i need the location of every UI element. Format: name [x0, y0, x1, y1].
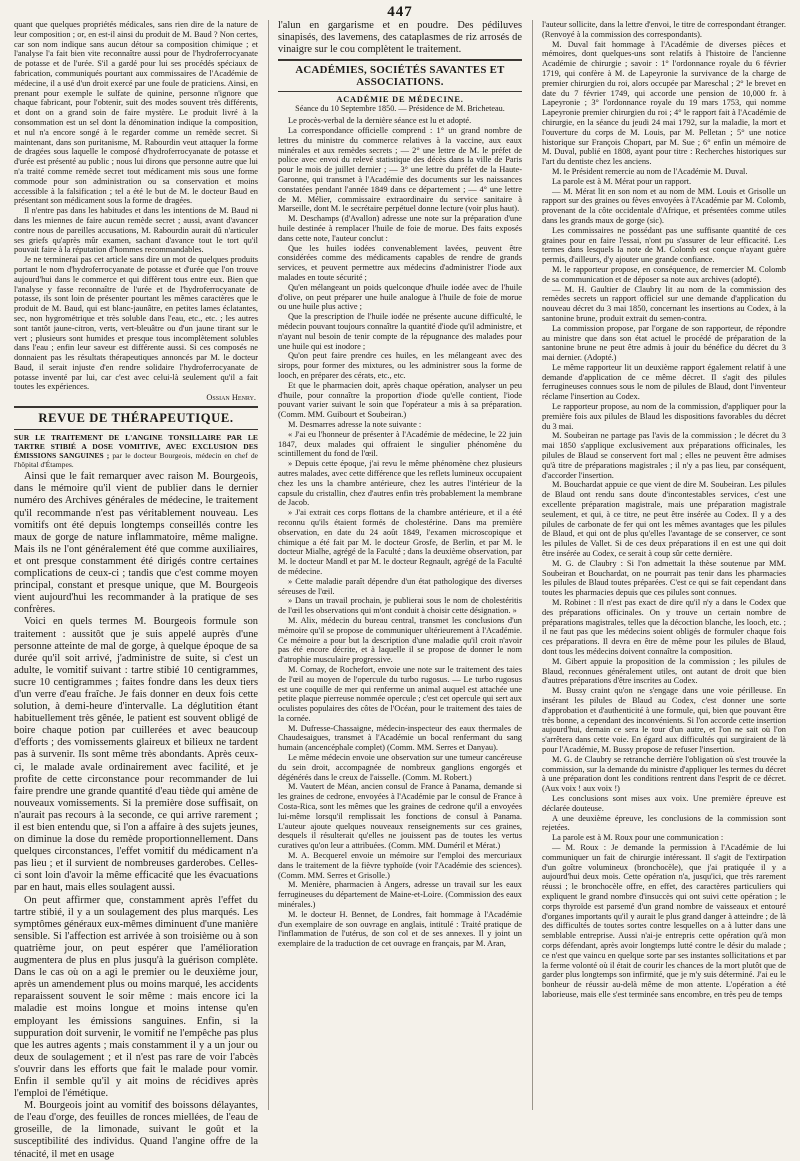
paragraph: l'auteur sollicite, dans la lettre d'envoi, le titre de correspondant étranger. (Renvoyé à la commission des correspondants). — [542, 20, 786, 39]
paragraph: Que les huiles iodées convenablement lavées, peuvent être considérées comme des médicaments capables de rendre de grands services, et peuvent permettre aux médecins d'administrer l'iode aux malades en toute sécurité ; — [278, 243, 522, 283]
paragraph: » Depuis cette époque, j'ai revu le même phénomène chez plusieurs autres malades, avec cette différence que les reflets lumineux occupaient chez les uns la chambre antérieure, chez les autres l'intérieur de la capsule du cristallin, chez d'autres enfin très probablement la membrane de Jacob. — [278, 459, 522, 508]
paragraph: — M. H. Gaultier de Claubry lit au nom de la commission des remèdes secrets un rapport officiel sur une demande d'application du nouveau décret du 3 mai 1850, concernant les insertions au Codex, à la santonine brune, produit extrait du semen-contra. — [542, 284, 786, 323]
paragraph: M. Bouchardat appuie ce que vient de dire M. Soubeiran. Les pilules de Blaud ont rendu sans doute d'incontestables services, c'est une excellente préparation magistrale, mais une préparation magistrale seulement, et qui, à ce titre, ne peut être insérée au Codex. Il y a des pilules de carbonate de fer qui ont les mêmes avantages que les pilules de Blaud, et qui ont de plus qu'elles l'avantage de se conserver, ce sont les pilules de Vallet. Si de ces deux préparations il en est une qui doit être insérée au Codex, ce serait à coup sûr cette dernière. — [542, 480, 786, 559]
paragraph: l'alun en gargarisme et en poudre. Des pédiluves sinapisés, des lavemens, des cataplasmes de riz arrosés de vinaigre sur le cou complètent le traitement. — [278, 20, 522, 56]
article-continuation — [14, 20, 258, 403]
paragraph: Il n'entre pas dans les habitudes et dans les intentions de M. Baud ni dans les miennes de faire aucun remède secret ; aussi, avant d'avancer contre nous de pareilles accusations, M. Rabourdin aurait dû n'articuler ses griefs qu'après mûr examen, sachant d'avance tout le tort qu'il pouvait faire à la réputation d'hommes recommandables. — [14, 206, 258, 255]
paragraph: M. Bussy craint qu'on ne s'engage dans une voie périlleuse. En insérant les pilules de Blaud au Codex, c'est donner une sorte d'approbation et d'authenticité à une formule, qui, bien que pouvant être très bonne, a cependant des inconvénients. Si l'on accorde cette insertion aujourd'hui, demain ce sera le tour d'un autre, et l'on ne sait où l'on s'arrêtera dans cette voie. En égard aux difficultés qui surgiraient de là pour l'Académie, M. Bussy propose de refuser l'insertion. — [542, 686, 786, 754]
academy-name: ACADÉMIE DE MÉDECINE. — [336, 95, 464, 105]
page-number: 447 — [387, 4, 413, 20]
title-underline — [14, 429, 258, 430]
paragraph: A une deuxième épreuve, les conclusions de la commission sont rejetées. — [542, 813, 786, 833]
paragraph: — M. Roux : Je demande la permission à l'Académie de lui communiquer un fait de chirurgie intéressant. Il s'agit de l'extirpation d'un goître volumineux (bronchocèle), que j'ai pratiquée il y a aujourd'hui deux mois. Cette opération n'a, jusqu'ici, que très rarement réussi ; le bronchocèle offre, en effet, des caractères particuliers qui expliquent le grand nombre d'insuccès qui ont suivi cette opération ; le corps thyroïde est parsemé d'un grand nombre de vaisseaux et entouré d'organes importants qu'il y aurait le plus grand danger à atteindre ; de là des difficultés de toutes sortes contre lesquelles on a à lutter dans une semblable entreprise. Aussi n'ai-je entrepris cette opération qu'à mon corps défendant, après avoir longtemps lutté contre le désir du malade ; ce n'est que vaincu en quelque sorte par ses instantes sollicitations et par la ferme volonté où il était de courir les chances de la mort plutôt que de garder plus longtemps son infirmité, que je m'y suis déterminé. J'ai eu le bonheur de réussir au-delà même de mon attente. L'opération a été laborieuse, mais elle s'est terminée sans encombre, en très peu de temps — [542, 842, 786, 999]
revue-subtitle-bold: SUR LE TRAITEMENT DE L'ANGINE TONSILLAIRE PAR LE TARTRE STIBIÉ A DOSE VOMITIVE, AVEC EXCLUSION DES ÉMISSIONS SANGUINES ; — [14, 433, 258, 461]
paragraph: Le rapporteur propose, au nom de la commission, d'appliquer pour la première fois aux pilules de Blaud les dispositions favorables du décret du 3 mai. — [542, 402, 786, 431]
paragraph: Que la prescription de l'huile iodée ne présente aucune difficulté, le médecin pouvant toujours connaître la quantité d'iode qu'il administre, et n'ayant nul besoin de tenir compte de la répugnance des malades pour une huile qui est inodore ; — [278, 312, 522, 351]
section-divider — [14, 406, 258, 408]
revue-body — [14, 471, 258, 1160]
session-line: Séance du 10 Septembre 1850. — Présidence de M. Bricheteau. — [295, 104, 505, 114]
paragraph: M. Desmarres adresse la note suivante : — [288, 419, 422, 429]
paragraph: Les conclusions sont mises aux voix. Une première épreuve est déclarée douteuse. — [542, 793, 786, 813]
paragraph: Ainsi que le fait remarquer avec raison M. Bourgeois, dans le mémoire qu'il vient de publier dans le dernier numéro des Archives générales de médecine, le traitement qu'il recommande n'est pas véritablement nouveau. Les vomitifs ont été depuis longtemps conseillés contre les maux de gorge de nature inflammatoire, même maligne. Mais ils ne l'ont généralement été que comme auxiliaires, et ont presque constamment été dirigés contre certaines complications de ceux-ci ; tandis que c'est comme moyen principal, constant et presque unique, que M. Bourgeois vient aujourd'hui les recommander à la pratique de ses confrères. — [14, 471, 258, 616]
academy-report — [278, 116, 522, 949]
paragraph: M. G. de Claubry se retranche derrière l'obligation où s'est trouvée la commission, sur la demande du ministre d'appliquer les termes du décret à une préparation dont les conditions rentrent dans l'esprit de ce décret. (Aux voix ! aux voix !) — [542, 754, 786, 794]
paragraph: quant que quelques propriétés médicales, sans rien dire de la nature de leur composition ; or, en est-il ainsi du produit de M. Baud ? Non certes, car son nom indique sans aucun détour sa composition chimique ; et l'analyse l'a fait bien vite reconnaître aussi pour de l'hydroferrocyanate de potasse et de l'urée. S'il a gardé pour lui ses procédés spéciaux de fabrication, communiqués pourtant aux commissaires de l'Académie de médecine, il a usé d'un droit exercé par une foule de praticiens. Ainsi, en prenant pour exemple le sulfate de quinine, personne n'ignore que chaque fabricant, pour l'obtenir, suit des modes souvent très différents, et dont on a grand soin de faire mystère. Le produit livré à la consommation est un sel dont la dénomination indique la composition, et nul n'a encore songé à le regarder comme un remède secret. Si maintenant, dans son puritanisme, M. Rabourdin veut attaquer la forme de dragées sous laquelle le composé d'hydroferrocyanate de potasse et d'urée est présenté au public ; nous lui dirons que personne autre que lui n'a traité comme remède secret tout médicament mis sous une forme commode pour son administration ou sa conservation et moins accessible à la falsification ; tel a été le but de M. le docteur Baud en présentant son médicament sous la forme de dragées. — [14, 20, 258, 206]
article-signature: Ossian Henry. — [206, 393, 256, 403]
title-underline — [278, 91, 522, 92]
paragraph: Qu'en mélangeant un poids quelconque d'huile iodée avec de l'huile d'olive, on peut préparer une huile analogue à l'huile de foie de morue ou une huile plus active ; — [278, 282, 522, 312]
paragraph: M. Gibert appuie la proposition de la commission ; les pilules de Blaud, reconnues généralement utiles, ont autant de droit que bien d'autres préparations d'être inscrites au Codex. — [542, 656, 786, 686]
revue-continuation — [278, 20, 522, 56]
paragraph: M. A. Becquerel envoie un mémoire sur l'emploi des mercuriaux dans le traitement de la fièvre typhoïde (voir l'Académie des sciences). (Comm. MM. Serres et Grisolle.) — [278, 851, 522, 880]
paragraph: Le procès-verbal de la dernière séance est lu et adopté. — [288, 116, 472, 126]
paragraph: La parole est à M. Mérat pour un rapport. — [552, 176, 692, 186]
paragraph: M. le Président remercie au nom de l'Académie M. Duval. — [552, 166, 748, 176]
paragraph: La commission propose, par l'organe de son rapporteur, de répondre au ministre que dans son état actuel le procédé de préparation de la santonine brune ne peut être admis à jouir du bénéfice du décret du 3 mai dernier. (Adopté.) — [542, 323, 786, 363]
paragraph: On peut affirmer que, constamment après l'effet du tartre stibié, il y a un soulagement des plus marqués. Les symptômes généraux eux-mêmes diminuent d'une manière sensible. Si l'affection est arrivée à son troisième ou à son quatrième jour, on peut espérer que l'amélioration augmentera de plus en plus jusqu'à la guérison complète. Dans le cas où on a agi le premier ou le deuxième jour, après un amendement plus ou moins marqué, les accidents reparaissent souvent le soir même : mais encore ici la maladie est moins longue et moins intense qu'en employant les émissions sanguines. Enfin, si la suppuration doit survenir, le vomitif ne l'empêche pas plus que les autres agents ; mais constamment il y a un jour ou deux de soulagement ; et il n'est pas rare de voir l'abcès s'ouvrir dans les efforts que fait le malade pour vomir. Enfin il semble qu'il y ait moins de récidives après l'emploi de l'émétique. — [14, 894, 258, 1100]
paragraph: — M. Mérat lit en son nom et au nom de MM. Louis et Grisolle un rapport sur des graines ou fèves envoyées à l'Académie par M. Colomb, provenant de la côte occidentale d'Afrique, et présentées comme utiles dans les grands maux de gorge (sic). — [542, 186, 786, 225]
paragraph: M. Vautert de Méan, ancien consul de France à Panama, demande si les graines de cedrone, envoyées à l'Académie par le consul de France à Costa-Rica, sont les mêmes que les graines de cedrone qu'il a envoyées lui-même lorsqu'il remplissait les fonctions de consul à Panama. L'auteur ajoute quelques nouveaux renseignements sur ces graines, desquels il résulterait qu'elles ne jouissent pas de toutes les vertus curatives qu'on leur a attribuées. (Comm. MM. Duméril et Mérat.) — [278, 782, 522, 851]
academy-report-continued — [542, 20, 786, 1000]
column-right — [532, 20, 786, 1110]
column-middle — [268, 20, 522, 1110]
paragraph: Le même médecin envoie une observation sur une tumeur cancéreuse du sein droit, accompagnée de nombreux ganglions engorgés et dégénérés dans le creux de l'aisselle. (Comm. M. Robert.) — [278, 753, 522, 782]
paragraph: » J'ai extrait ces corps flottans de la chambre antérieure, et il a été reconnu qu'ils étaient formés de cholestérine. Dans ma première observation, en date du 24 août 1849, l'examen microscopique et chimique a été fait par M. le docteur Grosfe, de Berlin, et par M. le docteur Mialhe, agrégé de la Faculté ; dans la deuxième observation, par M. le docteur Mandl et par M. le docteur Regnault, agrégé de la Faculté de médecine. — [278, 508, 522, 576]
paragraph: Voici en quels termes M. Bourgeois formule son traitement : aussitôt que je suis appelé auprès d'une personne atteinte de mal de gorge, à quelque époque de sa durée qu'il soit arrivé, j'administre de suite, si c'est un adulte, le vomitif suivant : tartre stibié 10 centigrammes, sucre 10 centigrammes ; faites fondre dans les deux tiers d'un verre d'eau fraîche. Je fais donner en deux fois cette solution, à demi-heure d'intervalle. La déglutition étant habituellement très gênée, le patient est souvent obligé de boire chaque potion par cuillerées et avec beaucoup d'efforts ; des vomissements glaireux et bilieux ne tardent pas à survenir. Ils sont même très abondants. Après ceux-ci, le malade avale ordinairement avec facilité, et je profite de cette circonstance pour recommander de lui faire prendre une grande quantité d'eau tiède qui amène de nouveaux vomissements. Si la première dose suffisait, on n'aurait pas recours à la seconde, ce qui arrive rarement ; il est bien entendu que, si l'on a affaire à des sujets jeunes, on diminue la dose du remède proportionnellement. Dans quelques circonstances, l'effet vomitif du médicament n'a pas lieu ; et il survient de nombreuses garderobes. Celles-ci sont loin d'avoir la même efficacité que les évacuations par en haut, mais elles soulagent aussi. — [14, 616, 258, 894]
revue-subtitle-rest: par le docteur Bourgeois, médecin en chef de l'hôpital d'Étampes. — [14, 451, 258, 470]
paragraph: La correspondance officielle comprend : 1° un grand nombre de lettres du ministre du commerce relatives à la vaccine, aux eaux minérales et aux remèdes secrets ; — 2° une lettre de M. le préfet de police avec envoi du relevé statistique des décès dans la ville de Paris pour le mois de juillet dernier ; — 3° une lettre du préfet de la Haute-Garonne, qui transmet à l'Académie des documents sur les naissances constatées pendant l'année 1849 dans ce département ; — 4° une lettre de M. Mélier, commissaire extraordinaire du service sanitaire à Marseille, dont M. le secrétaire perpétuel donne lecture (voir plus haut). — [278, 126, 522, 214]
revue-subtitle — [14, 433, 258, 469]
academies-title: ACADÉMIES, SOCIÉTÉS SAVANTES ET ASSOCIATIONS. — [295, 64, 505, 89]
paragraph: M. Alix, médecin du bureau central, transmet les conclusions d'un mémoire qu'il se propose de communiquer ultérieurement à l'Académie. Ce mémoire a pour but la description d'une maladie qu'il croit n'avoir pas été encore décrite, et à laquelle il se propose de donner le nom d'atrophie musculaire progressive. — [278, 615, 522, 665]
paragraph: M. Cornay, de Rochefort, envoie une note sur le traitement des taies de l'œil au moyen de l'opercule du turbo rugosus. — Le turbo rugosus est une coquille de mer qui renferme un animal auquel est attachée une petite plaque pierreuse nommée opercule ; c'est cet opercule qui sert aux oculistes populaires des côtes de l'Océan, pour le traitement des taies de la cornée. — [278, 664, 522, 723]
paragraph: Les commissaires ne possédant pas une suffisante quantité de ces graines pour en faire l'essai, n'ont pu s'assurer de leur efficacité. Les termes dans lesquels la note de M. Colomb est conçue n'ayant guère permis, d'ailleurs, d'y ajouter une grande confiance. — [542, 225, 786, 265]
paragraph: M. Dufresse-Chassaigne, médecin-inspecteur des eaux thermales de Chaudesaigues, transmet à l'Académie un bocal renfermant du sang humain (ancencéphale complet) (Comm. MM. Serres et Danyau). — [278, 723, 522, 753]
paragraph: Qu'on peut faire prendre ces huiles, en les mélangeant avec des sirops, pour former des mixtures, ou les administrer sous la forme de looch, en préparer des cérats, etc., etc. — [278, 351, 522, 380]
paragraph: M. G. de Claubry : Si l'on admettait la thèse soutenue par MM. Soubeiran et Bouchardat, on ne pourrait pas tenir dans les pharmacies les pilules de Blaud toutes préparées. C'est ce qui se fait cependant dans toutes les pharmacies depuis que ces pilules sont connues. — [542, 558, 786, 598]
paragraph: » Dans un travail prochain, je publierai sous le nom de cholestéritis de l'œil les observations qui m'ont conduit à choisir cette désignation. » — [278, 596, 522, 616]
paragraph: M. le docteur H. Bennet, de Londres, fait hommage à l'Académie d'un exemplaire de son ouvrage en anglais, intitulé : Traité pratique de l'inflammation de l'utérus, de son col et de ses annexes. Il y joint un exemplaire de la traduction de cet ouvrage en français, par M. Aran, — [278, 909, 522, 949]
paragraph: M. Robinet : Il n'est pas exact de dire qu'il n'y a dans le Codex que des préparations officinales. On y trouve un certain nombre de préparations magistrales, telles que la décoction blanche, les looch, etc. ; il ne faut pas que les médecins soient obligés de formuler chaque fois ces préparations. Il devra en être de même pour les pilules de Blaud, dont tous les médecins doivent connaître la composition. — [542, 598, 786, 656]
revue-title: REVUE DE THÉRAPEUTIQUE. — [38, 411, 234, 426]
paragraph: « J'ai eu l'honneur de présenter à l'Académie de médecine, le 22 juin 1847, deux malades qui offraient le singulier phénomène du scintillement du fond de l'œil. — [278, 429, 522, 459]
section-divider — [278, 59, 522, 61]
paragraph: Le même rapporteur lit un deuxième rapport également relatif à une demande d'application de ce même décret. Il s'agit des pilules ferrugineuses connues sous le nom de pilules de Blaud, dont l'inventeur réclame l'insertion au Codex. — [542, 362, 786, 402]
paragraph: Et que le pharmacien doit, après chaque opération, analyser un peu d'huile, pour connaître la proportion d'iode qu'elle contient, l'iode pouvant varier suivant le soin que l'opérateur a mis à sa préparation. (Comm. MM. Guibourt et Soubeiran.) — [278, 380, 522, 420]
paragraph: La parole est à M. Roux pour une communication : — [552, 833, 724, 843]
column-left — [14, 20, 258, 1160]
paragraph: M. Soubeiran ne partage pas l'avis de la commission ; le décret du 3 mai 1850 s'applique exclusivement aux préparations officinales, les pilules de Blaud se conservent fort mal ; elles ne peuvent être admises qu'à titre de préparations magistrales ; il n'y a pas lieu, par conséquent, d'accorder l'insertion. — [542, 431, 786, 480]
paragraph: Je ne terminerai pas cet article sans dire un mot de quelques produits portant le nom d'hydroferrocyanate de potasse et d'urée que l'on trouve aujourd'hui dans le commerce et qui diffèrent tous entre eux. Bien que l'analyse y fasse reconnaître de l'urée et de l'hydroferrocyanate de potasse, ils sont loin de présenter pourtant les mêmes caractères que le produit de M. Baud, qui est blanc-jaunâtre, en petites lames éclatantes, sec, non hygrométrique et très soluble dans l'eau, etc., etc. ; les autres sont tantôt jaune-citron, verts, vert-bleuâtre ou d'un jaune tirant sur le vert ; plusieurs sont humides et presque tous incomplètement solubles dans l'eau ; enfin leur saveur est différente aussi. Si ces composés ne donnaient pas les résultats thérapeutiques annoncés par M. le docteur Baud, il serait injuste d'en rendre solidaire l'hydroferrocyanate de potasse inventé par lui, car c'est avec celui-là seulement qu'il a fait toutes les expériences. — [14, 255, 258, 392]
paragraph: M. le rapporteur propose, en conséquence, de remercier M. Colomb de sa communication et de déposer sa note aux archives (adopté). — [542, 264, 786, 284]
columns — [14, 20, 786, 1160]
paragraph: M. Bourgeois joint au vomitif des boissons délayantes, de l'eau d'orge, des feuilles de ronces miellées, de l'eau de groseille, de la limonade, suivant le goût et la susceptibilité des individus. Quand l'angine offre de la ténacité, il met en usage — [14, 1100, 258, 1160]
paragraph: » Cette maladie paraît dépendre d'un état pathologique des diverses séreuses de l'œil. — [278, 576, 522, 596]
paragraph: M. Deschamps (d'Avallon) adresse une note sur la préparation d'une huile destinée à remplacer l'huile de foie de morue. Des faits exposés dans cette note, l'auteur conclut : — [278, 214, 522, 243]
paragraph: M. Duval fait hommage à l'Académie de diverses pièces et mémoires, dont quelques-uns sont relatifs à l'histoire de l'ancienne Académie de chirurgie ; savoir : 1° l'ordonnance royale du 6 février 1719, qui confère à M. de Lapeyronie la survivance de la charge de premier chirurgien du roi, alors occupée par Mareschal ; 2° le brevet en date du 7 février 1749, qui accorde une pension de 10,000 fr. à Lapeyronie ; 3° l'ordonnance royale du 19 mars 1753, qui nomme Lapeyronie premier chirurgien du roi ; 4° le rapport fait à l'Académie de chirurgie, en la séance du jeudi 24 mai 1792, sur la maladie, la mort et l'ouverture du corps de M. Louis, par M. Pelletan ; 5° une notice historique sur François Chopart, par M. Sue ; 6° enfin un mémoire de M. Duval, publié en 1808, ayant pour titre : Recherches historiques sur l'art du dentiste chez les anciens. — [542, 39, 786, 167]
paragraph: M. Menière, pharmacien à Angers, adresse un travail sur les eaux ferrugineuses du département de Maine-et-Loire. (Commission des eaux minérales.) — [278, 880, 522, 910]
